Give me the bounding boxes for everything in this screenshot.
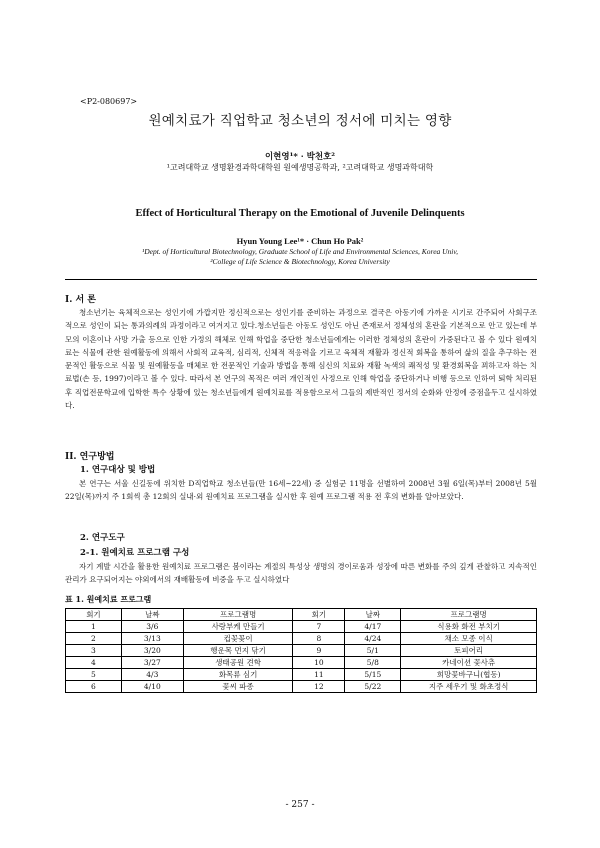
affiliation-english-2: ²College of Life Science & Biotechnology, Korea University xyxy=(210,257,390,266)
subsection-1-heading: 1. 연구대상 및 방법 xyxy=(80,465,156,475)
table-cell: 채소 모종 이식 xyxy=(401,633,537,645)
subsection-2-1-body xyxy=(65,560,537,587)
table-header-cell: 회기 xyxy=(66,609,122,621)
table-cell: 5/8 xyxy=(345,657,401,669)
table-cell: 1 xyxy=(66,621,122,633)
table-header-cell: 프로그램명 xyxy=(183,609,293,621)
table-cell: 11 xyxy=(293,669,345,681)
subsection-2-heading: 2. 연구도구 xyxy=(80,533,125,543)
table-cell: 7 xyxy=(293,621,345,633)
affiliation-korean: ¹고려대학교 생명환경과학대학원 원예생명공학과, ²고려대학교 생명과학대학 xyxy=(166,163,434,172)
subsection-2-1-heading: 2-1. 원예치료 프로그램 구성 xyxy=(80,548,190,558)
section-1-heading: I. 서 론 xyxy=(65,295,96,305)
subsection-1-body xyxy=(65,477,537,504)
table-cell: 9 xyxy=(293,645,345,657)
table-cell: 꽃씨 파종 xyxy=(183,681,293,693)
table-cell: 3/13 xyxy=(121,633,183,645)
table-header-cell: 날짜 xyxy=(345,609,401,621)
table-cell: 토피어리 xyxy=(401,645,537,657)
section-1-body xyxy=(65,306,537,412)
table-cell: 컵꽃꽂이 xyxy=(183,633,293,645)
poster-code: <P2-080697> xyxy=(80,97,138,106)
table-cell: 사랑부케 만들기 xyxy=(183,621,293,633)
table-header-row xyxy=(66,609,537,621)
table-cell: 2 xyxy=(66,633,122,645)
table-cell: 5/15 xyxy=(345,669,401,681)
table-cell: 4/3 xyxy=(121,669,183,681)
page-number: - 257 - xyxy=(285,800,315,810)
authors-korean: 이현영¹* · 박천호² xyxy=(264,152,336,162)
title-korean: 원예치료가 직업학교 청소년의 정서에 미치는 영향 xyxy=(148,113,452,129)
table-cell: 5 xyxy=(66,669,122,681)
table-header-cell: 회기 xyxy=(293,609,345,621)
table-cell: 5/1 xyxy=(345,645,401,657)
table-row xyxy=(66,633,537,645)
table-header-cell: 날짜 xyxy=(121,609,183,621)
subsection-2-1-paragraph: 자기 계발 시간을 활용한 원예치료 프로그램은 봄이라는 계절의 특성상 생명의 경이로움과 성장에 따른 변화를 주의 깊게 관찰하고 지속적인 관리가 요구되어지는 야외에서의 재배활동에 비중을 두고 실시하였다 xyxy=(65,562,537,585)
table-cell: 생태공원 견학 xyxy=(183,657,293,669)
table-cell: 3/20 xyxy=(121,645,183,657)
program-table xyxy=(65,608,537,693)
table-cell: 행운목 먼지 닦기 xyxy=(183,645,293,657)
table-cell: 4/17 xyxy=(345,621,401,633)
table-cell: 8 xyxy=(293,633,345,645)
affiliation-english-1: ¹Dept. of Horticultural Biotechnology, Graduate School of Life and Environmental Sciences, Korea Univ, xyxy=(141,247,459,256)
subsection-1-paragraph: 본 연구는 서울 신길동에 위치한 D직업학교 청소년들(만 16세~22세) 중 실험군 11명을 선별하여 2008년 3월 6일(목)부터 2008년 5월 22일(목)까지 주 1회씩 총 12회의 실내·외 원예치료 프로그램을 실시한 후 원예 프로그램 적용 전 후의 변화를 알아보았다. xyxy=(65,479,537,502)
table-cell: 3/27 xyxy=(121,657,183,669)
table-cell: 12 xyxy=(293,681,345,693)
table-row xyxy=(66,657,537,669)
authors-english: Hyun Young Lee¹* · Chun Ho Pak² xyxy=(236,236,364,246)
table-cell: 화목류 심기 xyxy=(183,669,293,681)
table-cell: 식용화 화전 부치기 xyxy=(401,621,537,633)
table-cell: 3 xyxy=(66,645,122,657)
section-2-heading: II. 연구방법 xyxy=(65,452,115,462)
table-cell: 5/22 xyxy=(345,681,401,693)
divider-rule xyxy=(65,279,537,280)
section-1-paragraph: 청소년기는 육체적으로는 성인기에 가깝지만 정신적으로는 성인기를 준비하는 과정으로 결국은 아동기에 가까운 시기로 간주되어 사회구조적으로 성인이 되는 통과의례의 과정이라고 여겨지고 있다.청소년들은 아동도 성인도 아닌 존재로서 정체성의 혼란을 기본적으로 안고 있는데 부모의 이혼이나 사망 가출 등으로 인한 가정의 해체로 인해 학업을 중단한 청소년들에게는 이러한 정체성의 혼란이 가중된다고 볼 수 있다 원예치료는 식물에 관한 원예활동에 의해서 사회적 교육적, 심리적, 신체적 적응력을 기르고 육체적 재활과 정신적 회복을 통하여 삶의 질을 추구하는 전문적인 활동으로 식물 및 원예활동을 매체로 한 전문적인 기술과 방법을 통해 심신의 치료와 재활 녹색의 쾌적성 및 환경회복을 꾀하고자 하는 치료법(손 등, 1997)이라고 볼 수 있다. 따라서 본 연구의 목적은 여러 개인적인 사정으로 인해 학업을 중단하거나 비행 등으로 인하여 퇴학 처리된 후 직업전문학교에 입학한 특수 상황에 있는 청소년들에게 원예치료를 적용함으로서 그들의 제반적인 정서의 순화와 안정에 증점을두고 실시하였다. xyxy=(65,308,537,411)
table-row xyxy=(66,681,537,693)
table-cell: 6 xyxy=(66,681,122,693)
table-cell: 카네이션 꽃사츄 xyxy=(401,657,537,669)
table-row xyxy=(66,645,537,657)
table-cell: 지주 세우기 및 화초정식 xyxy=(401,681,537,693)
table-row xyxy=(66,621,537,633)
table-header-cell: 프로그램명 xyxy=(401,609,537,621)
title-english: Effect of Horticultural Therapy on the Emotional of Juvenile Delinquents xyxy=(135,208,465,219)
table-caption: 표 1. 원예치료 프로그램 xyxy=(65,594,152,604)
table-cell: 4/24 xyxy=(345,633,401,645)
table-cell: 3/6 xyxy=(121,621,183,633)
table-cell: 4 xyxy=(66,657,122,669)
table-cell: 4/10 xyxy=(121,681,183,693)
table-row xyxy=(66,669,537,681)
table-cell: 희망꽃바구니(협동) xyxy=(401,669,537,681)
table-cell: 10 xyxy=(293,657,345,669)
